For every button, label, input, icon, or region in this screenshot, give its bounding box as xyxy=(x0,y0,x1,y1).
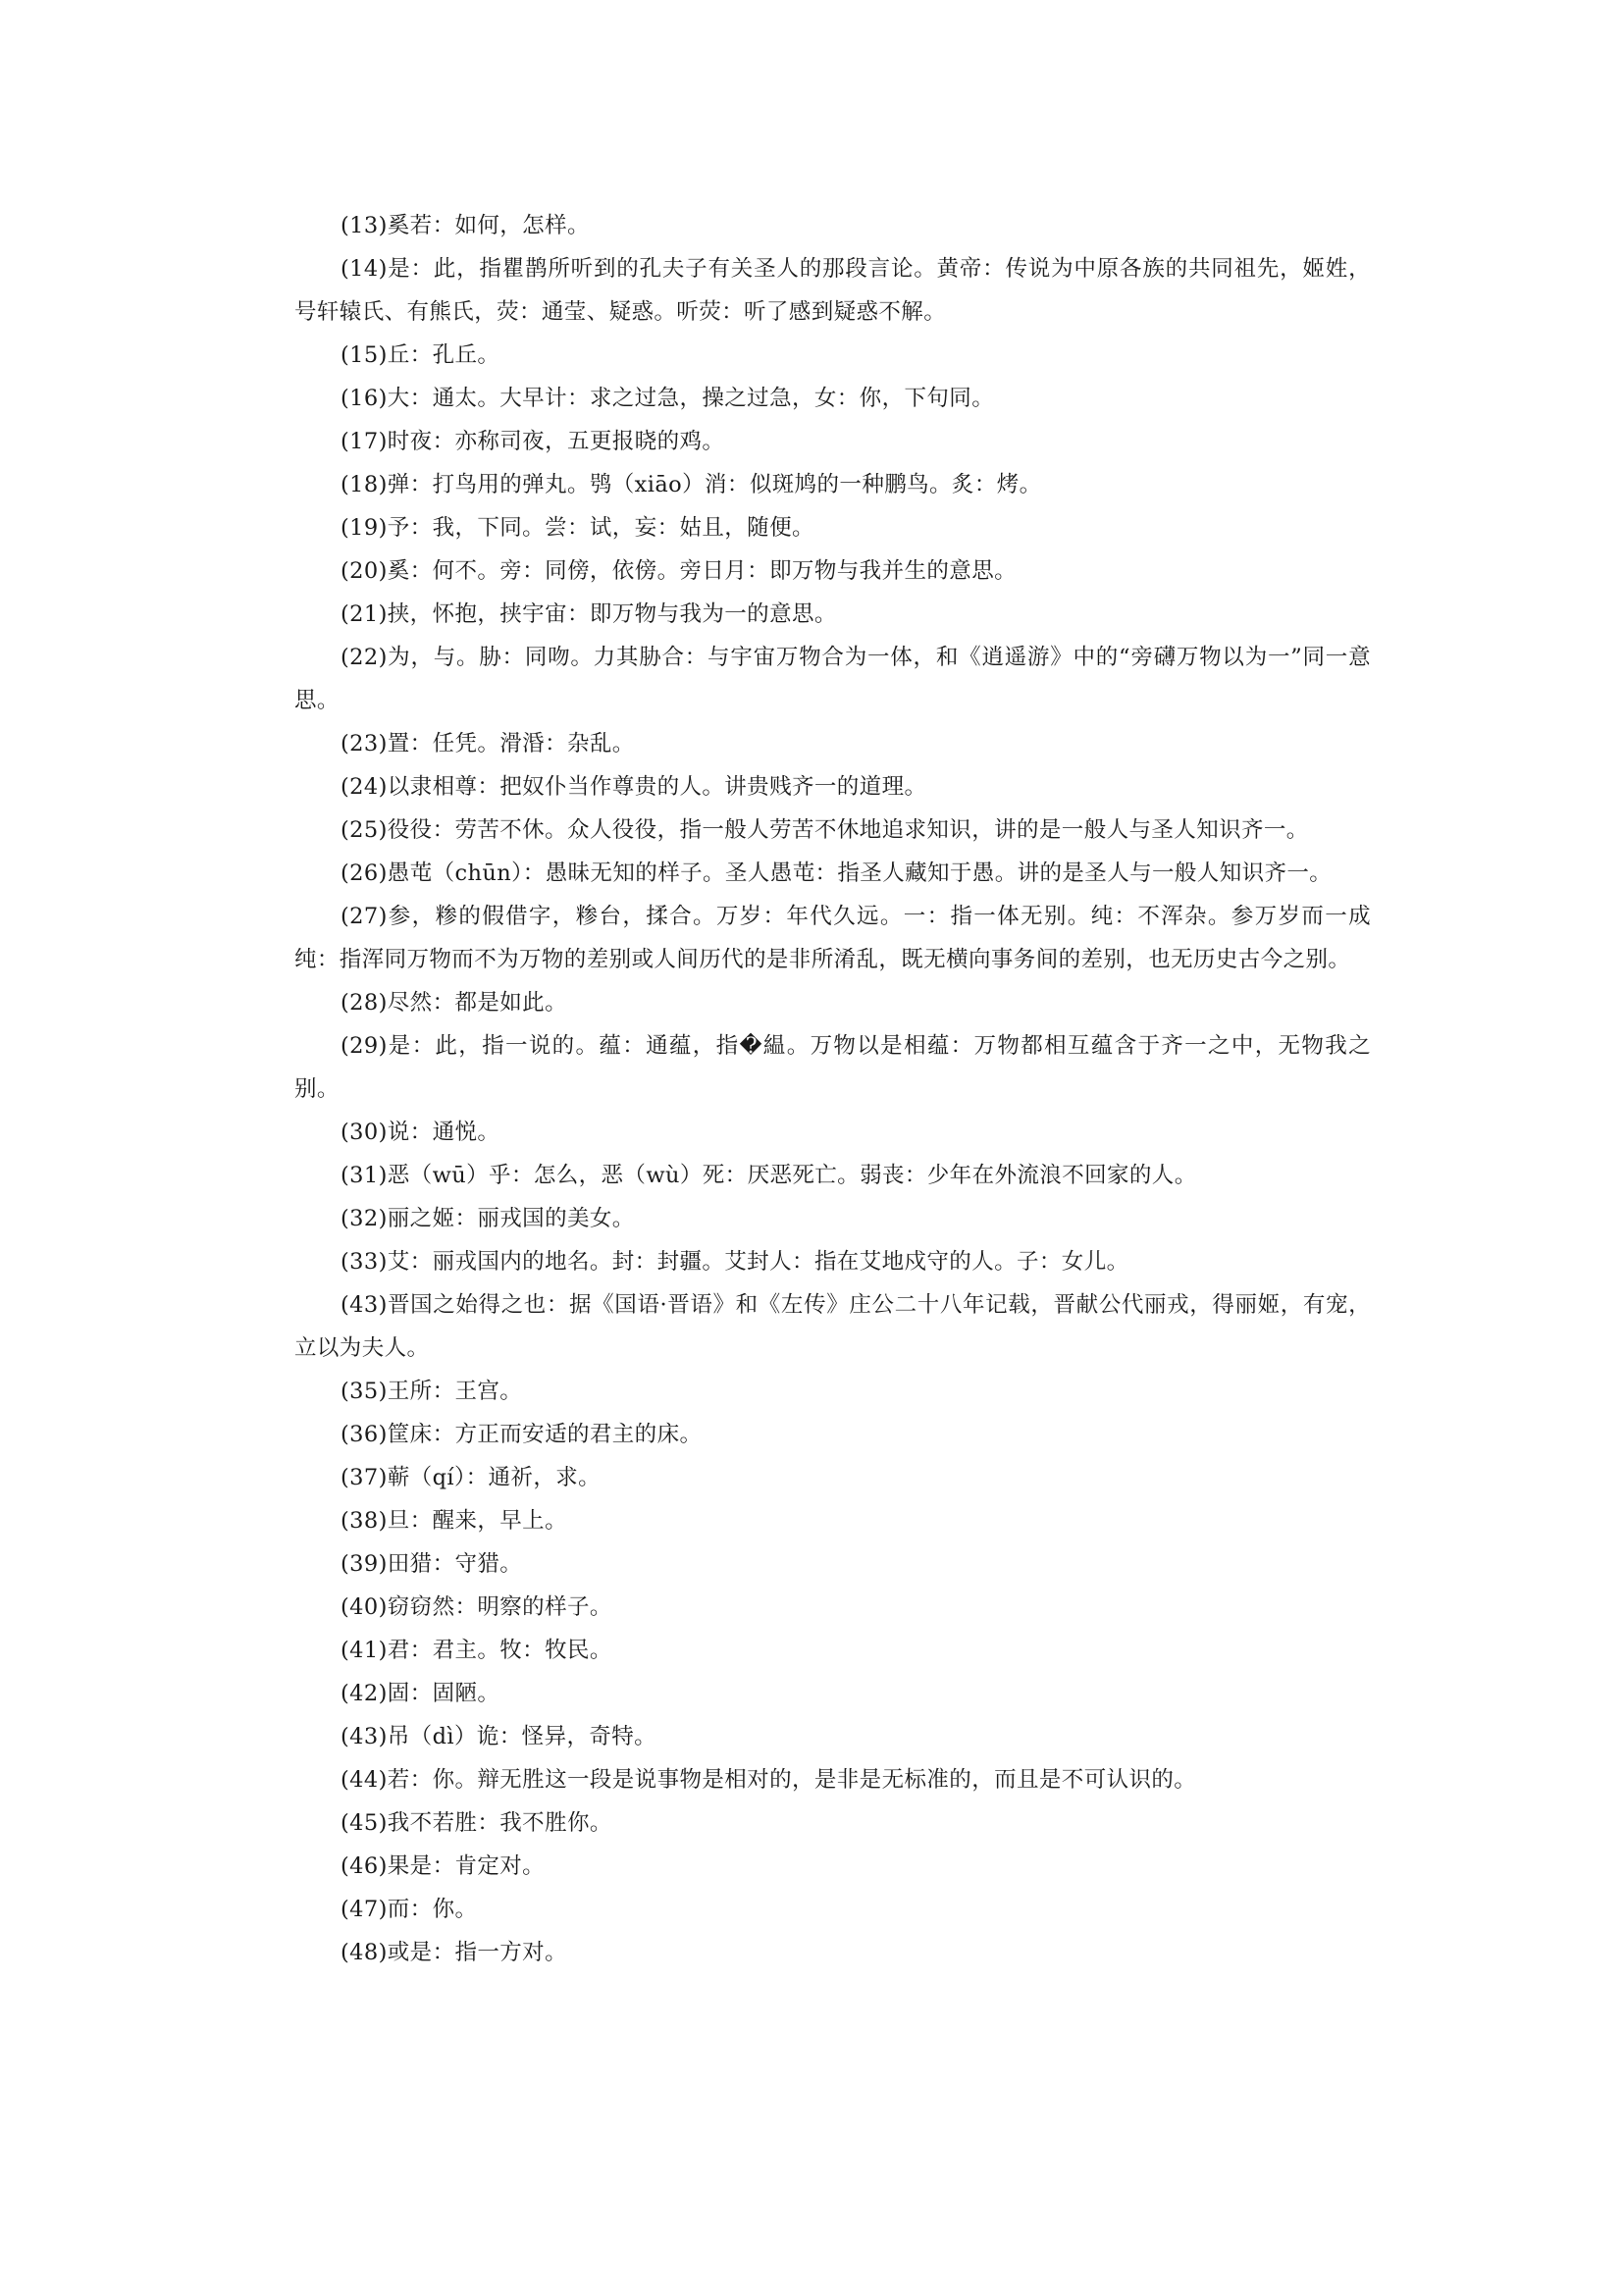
annotation-item: (26)愚芚（chūn）：愚昧无知的样子。圣人愚芚：指圣人藏知于愚。讲的是圣人与一般人知识齐一。 xyxy=(341,860,1333,886)
annotation-item: (48)或是：指一方对。 xyxy=(341,1940,567,1965)
annotation-item: (25)役役：劳苦不休。众人役役，指一般人劳苦不休地追求知识，讲的是一般人与圣人知识齐一。 xyxy=(341,817,1309,843)
annotation-item: (43)晋国之始得之也：据《国语·晋语》和《左传》庄公二十八年记载，晋献公代丽戎，得丽姬，有宠，立以为夫人。 xyxy=(294,1292,1371,1361)
annotation-item: (36)筐床：方正而安适的君主的床。 xyxy=(341,1422,703,1447)
annotation-item: (41)君：君主。牧：牧民。 xyxy=(341,1638,612,1663)
annotation-item: (16)大：通太。大早计：求之过急，操之过急，女：你，下句同。 xyxy=(341,386,995,411)
annotation-item: (22)为，与。胁：同吻。力其胁合：与宇宙万物合为一体，和《逍遥游》中的“旁礴万物以为一”同一意思。 xyxy=(294,645,1371,713)
annotation-item: (32)丽之姬：丽戎国的美女。 xyxy=(341,1206,635,1231)
annotation-item: (39)田猎：守猎。 xyxy=(341,1551,523,1577)
annotation-item: (14)是：此，指瞿鹊所听到的孔夫子有关圣人的那段言论。黄帝：传说为中原各族的共同祖先，姬姓，号轩辕氏、有熊氏，荧：通莹、疑惑。听荧：听了感到疑惑不解。 xyxy=(294,256,1371,325)
annotation-item: (27)参，糁的假借字，糁台，揉合。万岁：年代久远。一：指一体无别。纯：不浑杂。参万岁而一成纯：指浑同万物而不为万物的差别或人间历代的是非所淆乱，既无横向事务间的差别，也无历史古今之别。 xyxy=(294,904,1371,972)
annotation-item: (40)窃窃然：明察的样子。 xyxy=(341,1594,612,1620)
annotation-item: (20)奚：何不。旁：同傍，依傍。旁日月：即万物与我并生的意思。 xyxy=(341,558,1017,584)
annotation-item: (31)恶（wū）乎：怎么，恶（wù）死：厌恶死亡。弱丧：少年在外流浪不回家的人。 xyxy=(341,1163,1197,1188)
annotation-item: (33)艾：丽戎国内的地名。封：封疆。艾封人：指在艾地戍守的人。子：女儿。 xyxy=(341,1249,1129,1275)
annotation-item: (38)旦：醒来，早上。 xyxy=(341,1508,567,1534)
annotation-item: (15)丘：孔丘。 xyxy=(341,342,500,368)
annotation-item: (21)挟，怀抱，挟宇宙：即万物与我为一的意思。 xyxy=(341,601,837,627)
annotation-item: (19)予：我，下同。尝：试，妄：姑且，随便。 xyxy=(341,515,814,541)
annotation-item: (35)王所：王宫。 xyxy=(341,1379,523,1404)
annotation-item: (18)弹：打鸟用的弹丸。鸮（xiāo）消：似斑鸠的一种鹏鸟。炙：烤。 xyxy=(341,472,1042,497)
annotation-item: (42)固：固陋。 xyxy=(341,1681,500,1706)
annotation-item: (30)说：通悦。 xyxy=(341,1120,500,1145)
annotation-item: (17)时夜：亦称司夜，五更报晓的鸡。 xyxy=(341,429,725,454)
annotation-item: (43)吊（dì）诡：怪异，奇特。 xyxy=(341,1724,657,1749)
annotation-item: (28)尽然：都是如此。 xyxy=(341,990,567,1016)
annotation-list xyxy=(294,204,1371,1974)
annotation-item: (23)置：任凭。滑涽：杂乱。 xyxy=(341,731,635,756)
annotation-item: (13)奚若：如何，怎样。 xyxy=(341,213,590,238)
annotation-item: (45)我不若胜：我不胜你。 xyxy=(341,1810,612,1836)
annotation-item: (46)果是：肯定对。 xyxy=(341,1853,546,1879)
annotation-item: (37)蕲（qí）：通祈，求。 xyxy=(341,1465,602,1490)
annotation-item: (47)而：你。 xyxy=(341,1897,478,1922)
annotation-item: (29)是：此，指一说的。蕴：通蕴，指�緼。万物以是相蕴：万物都相互蕴含于齐一之中，无物我之别。 xyxy=(294,1033,1371,1102)
annotation-item: (24)以隶相尊：把奴仆当作尊贵的人。讲贵贱齐一的道理。 xyxy=(341,774,927,800)
annotation-item: (44)若：你。辩无胜这一段是说事物是相对的，是非是无标准的，而且是不可认识的。 xyxy=(341,1767,1197,1793)
